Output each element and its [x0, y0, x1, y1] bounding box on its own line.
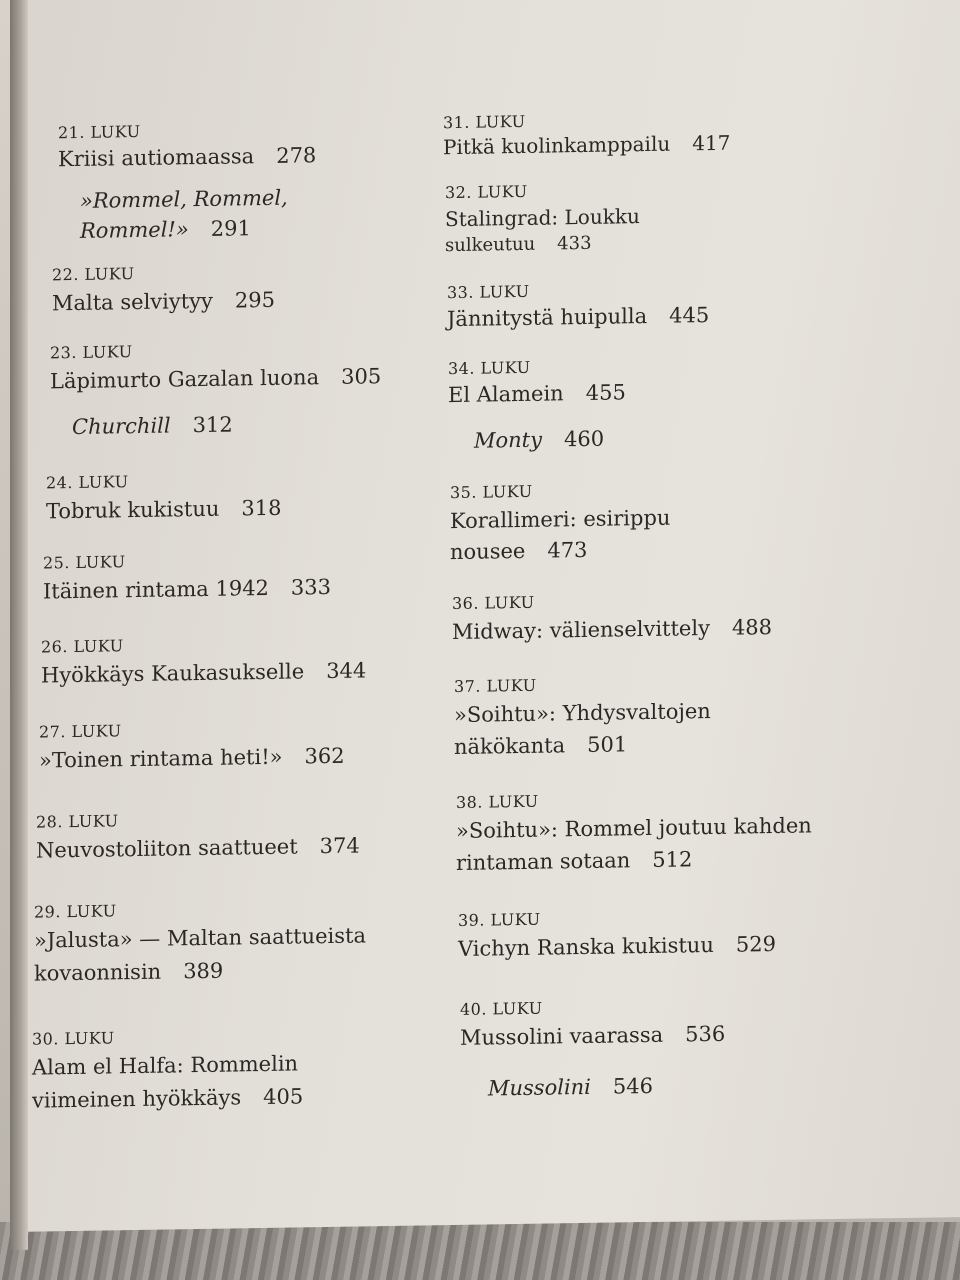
subsection-title	[474, 426, 605, 453]
chapter-title-line: rintaman sotaan	[456, 848, 631, 875]
toc-entry-36	[452, 591, 772, 643]
chapter-title	[443, 130, 731, 160]
toc-entry-32	[445, 182, 640, 255]
chapter-title-line: Kriisi autiomaassa	[58, 144, 255, 172]
page-number: 488	[731, 615, 773, 640]
chapter-title-line: Korallimeri: esirippu	[450, 505, 671, 534]
subsection-title	[80, 218, 288, 242]
chapter-title	[52, 287, 275, 316]
page-binding-edge	[10, 0, 28, 1250]
chapter-title	[445, 234, 640, 255]
chapter-title-line: Mussolini vaarassa	[460, 1022, 664, 1050]
toc-entry-33	[447, 281, 709, 330]
chapter-title	[43, 574, 332, 604]
chapter-title-line: Neuvostoliiton saattueet	[36, 834, 298, 863]
toc-entry-27	[39, 720, 345, 772]
chapter-title-line: »Soihtu»: Rommel joutuu kahden	[456, 813, 812, 843]
page-number: 473	[547, 537, 588, 563]
chapter-label: 21. LUKU	[58, 121, 141, 143]
page-number: 405	[263, 1084, 304, 1110]
page-number: 417	[692, 130, 731, 156]
toc-entry-35	[450, 482, 670, 563]
page-number: 546	[612, 1073, 653, 1099]
chapter-label: 26. LUKU	[41, 636, 124, 657]
subsection-title-line: Churchill	[72, 413, 171, 440]
chapter-label: 23. LUKU	[50, 342, 133, 363]
chapter-title-line: Alam el Halfa: Rommelin	[32, 1051, 299, 1080]
subsection-title-line: »Rommel, Rommel,	[80, 185, 288, 213]
page-number: 374	[319, 833, 360, 859]
toc-entry-22	[52, 264, 275, 315]
chapter-label: 27. LUKU	[39, 721, 122, 742]
page-number: 512	[652, 847, 693, 872]
page-number: 305	[341, 364, 382, 389]
page-number: 501	[587, 732, 628, 757]
chapter-title	[32, 1086, 303, 1111]
toc-entry-23	[50, 340, 381, 392]
chapter-title	[447, 305, 709, 330]
chapter-label: 29. LUKU	[34, 901, 117, 922]
chapter-title	[458, 931, 776, 961]
subsection-title-line: Rommel!»	[80, 217, 189, 243]
chapter-label: 38. LUKU	[456, 791, 539, 812]
chapter-label: 39. LUKU	[458, 909, 541, 930]
chapter-title-line: Vichyn Ranska kukistuu	[458, 932, 714, 961]
chapter-title	[39, 743, 345, 773]
toc-entry-25	[43, 551, 331, 603]
page-number: 460	[563, 426, 605, 452]
page-number: 291	[210, 216, 251, 241]
chapter-title-line: »Soihtu»: Yhdysvaltojen	[454, 698, 711, 728]
chapter-title	[448, 382, 626, 406]
page-number: 536	[685, 1021, 726, 1047]
chapter-title	[454, 733, 711, 758]
chapter-label: 34. LUKU	[448, 357, 531, 379]
toc-entry-38	[456, 789, 812, 874]
toc-entry-21	[58, 121, 316, 170]
chapter-label: 35. LUKU	[450, 481, 533, 503]
chapter-title	[41, 660, 366, 686]
chapter-label: 37. LUKU	[454, 675, 537, 697]
chapter-label: 32. LUKU	[445, 181, 528, 203]
chapter-title-line: »Toinen rintama heti!»	[39, 744, 283, 773]
subsection-title	[488, 1073, 653, 1101]
toc-entry-29	[34, 899, 366, 984]
toc-entry-26	[41, 634, 366, 686]
chapter-label: 40. LUKU	[460, 998, 543, 1019]
chapter-label: 25. LUKU	[43, 552, 126, 573]
page-number: 529	[735, 931, 776, 957]
chapter-title-line: El Alamein	[448, 381, 564, 408]
chapter-label: 36. LUKU	[452, 592, 535, 614]
toc-entry-28	[36, 810, 360, 862]
subsection-title-line: Mussolini	[488, 1074, 591, 1101]
page-number: 362	[304, 743, 345, 769]
page-number: 344	[326, 658, 367, 684]
chapter-title	[36, 833, 360, 863]
chapter-label: 24. LUKU	[46, 472, 129, 493]
toc-entry-34	[448, 358, 626, 406]
chapter-label: 28. LUKU	[36, 811, 119, 832]
toc-entry-40	[460, 998, 725, 1049]
page-number: 312	[192, 412, 233, 438]
chapter-label: 31. LUKU	[443, 111, 526, 133]
subsection-title-line: Monty	[474, 427, 542, 453]
chapter-title	[58, 145, 316, 170]
chapter-title-line: Midway: välienselvittely	[452, 616, 710, 645]
chapter-title	[460, 1021, 726, 1050]
page-number: 455	[585, 380, 626, 405]
chapter-title	[50, 366, 381, 392]
subsection-title	[72, 412, 233, 440]
chapter-title-line: viimeinen hyökkäys	[32, 1085, 242, 1113]
chapter-title-line: Malta selviytyy	[52, 288, 213, 316]
page-number: 295	[234, 287, 275, 313]
toc-subentry-churchill	[72, 412, 233, 440]
toc-subentry-rommel	[80, 185, 288, 243]
page-number: 445	[669, 303, 710, 328]
chapter-title-line: Jännitystä huipulla	[447, 303, 648, 332]
chapter-title-line: näkökanta	[454, 733, 566, 760]
chapter-title-line: »Jalusta» — Maltan saattueista	[34, 923, 366, 953]
toc-entry-24	[46, 472, 281, 523]
chapter-title	[452, 617, 772, 643]
chapter-title-line: kovaonnisin	[34, 959, 162, 986]
page-number: 389	[183, 958, 224, 984]
toc-entry-30	[32, 1027, 303, 1111]
page-number: 433	[557, 232, 592, 255]
toc-subentry-mussolini	[488, 1073, 653, 1101]
chapter-title	[456, 847, 812, 874]
chapter-title-line: Tobruk kukistuu	[46, 496, 220, 524]
page-number: 333	[290, 574, 332, 600]
toc-subentry-monty	[474, 426, 605, 453]
cloth-background	[0, 1222, 960, 1280]
chapter-title	[34, 958, 366, 984]
chapter-label: 33. LUKU	[447, 281, 530, 303]
page-number: 318	[241, 495, 282, 521]
chapter-label: 30. LUKU	[32, 1028, 115, 1049]
toc-entry-31	[443, 111, 730, 158]
page-number: 278	[276, 143, 317, 168]
chapter-label: 22. LUKU	[52, 264, 135, 285]
chapter-title-line: Läpimurto Gazalan luona	[50, 365, 320, 394]
chapter-title	[46, 495, 282, 524]
book-page	[10, 0, 960, 1232]
chapter-title-line: Stalingrad: Loukku	[445, 204, 640, 232]
chapter-title-line: Itäinen rintama 1942	[43, 575, 269, 604]
chapter-title-line: sulkeutuu	[445, 233, 536, 257]
chapter-title	[450, 539, 670, 563]
chapter-title-line: Hyökkäys Kaukasukselle	[41, 659, 305, 688]
toc-entry-37	[454, 675, 711, 758]
chapter-title-line: Pitkä kuolinkamppailu	[443, 131, 671, 160]
toc-entry-39	[458, 908, 776, 960]
chapter-title-line: nousee	[450, 538, 526, 565]
